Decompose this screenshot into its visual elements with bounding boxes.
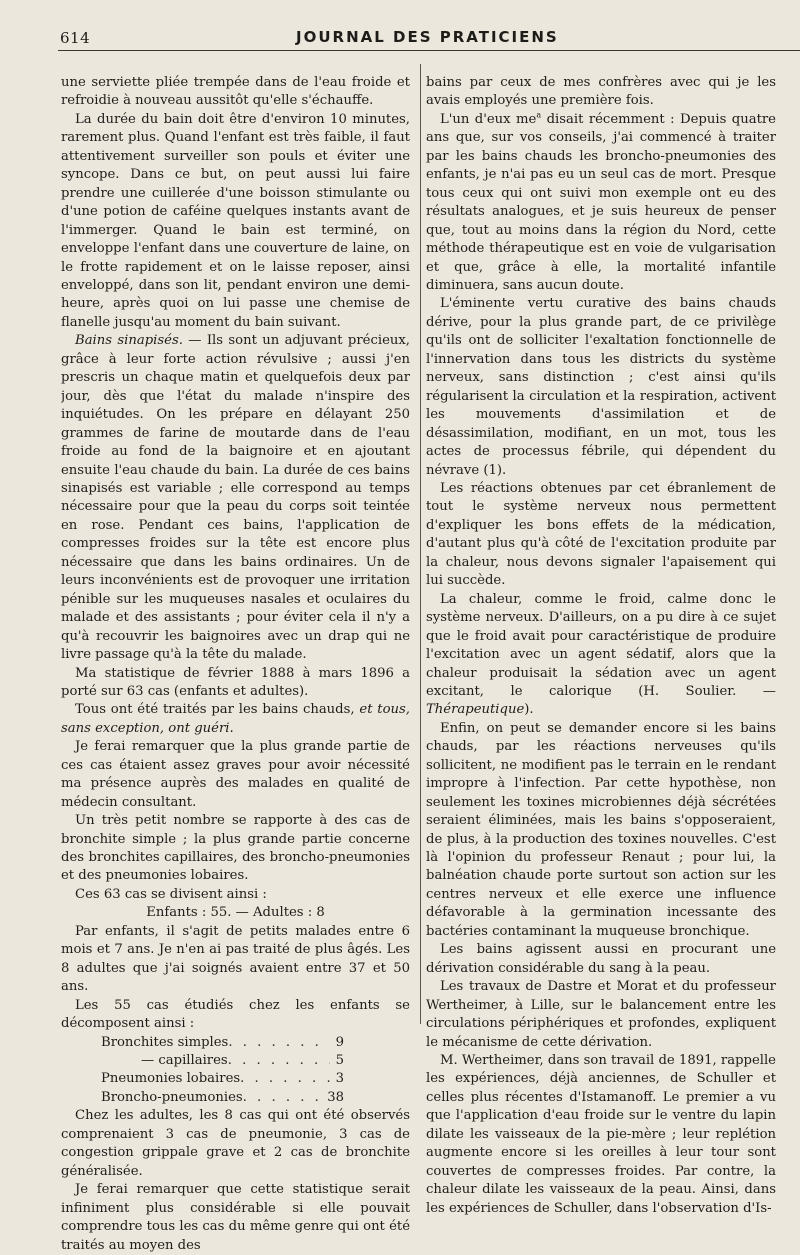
stats-label: — capillaires — [141, 1053, 228, 1069]
stats-summary: Enfants : 55. — Adultes : 8 — [146, 905, 325, 921]
header-rule — [58, 50, 800, 51]
stats-row — [61, 1052, 410, 1070]
paragraph: Bains sinapisés. — Ils sont un adjuvant précieux, grâce à leur forte action révulsive ; aussi j'en prescris un chaque matin et quelquefois deux par jour, dès que l'état du malade n'inspire des inquiétudes. On les prépare en délayant 250 grammes de farine de moutarde dans de l'eau froide au fond de la baignoire et en ajoutant ensuite l'eau chaude du bain. La durée de ces bains sinapisés est variable ; elle correspond au temps nécessaire pour que la peau du corps soit teintée en rose. Pendant ces bains, l'application de compresses froides sur la tête est encore plus nécessaire que dans les bains ordinaires. Un de leurs inconvénients est de provoquer une irritation pénible sur les muqueuses nasales et oculaires du malade et des assistants ; pour éviter cela il n'y a qu'à recouvrir les baignoires avec un drap qui ne livre passage qu'à la tête du malade. — [61, 333, 410, 663]
paragraph: Les 55 cas étudiés chez les enfants se décomposent ainsi : — [61, 997, 410, 1032]
stats-value: 3 — [335, 1071, 344, 1087]
paragraph: La durée du bain doit être d'environ 10 minutes, rarement plus. Quand l'enfant est très faible, il faut attentivement surveiller son pouls et éviter une syncope. Dans ce but, on peut aussi lui faire prendre une cuillerée d'une boisson stimulante ou d'une potion de caféine quelques instants avant de l'immerger. Quand le bain est terminé, on enveloppe l'enfant dans une couverture de laine, on le frotte rapidement et on le laisse reposer, ainsi enveloppé, dans son lit, pendant environ une demi-heure, après quoi on lui passe une chemise de flanelle jusqu'au moment du bain suivant. — [61, 111, 410, 330]
paragraph: Je ferai remarquer que cette statistique serait infiniment plus considérable si elle pouvait comprendre tous les cas du même genre qui ont été traités au moyen des — [61, 1182, 410, 1253]
right-column — [426, 74, 776, 1218]
paragraph: Par enfants, il s'agit de petits malades entre 6 mois et 7 ans. Je n'en ai pas traité de plus âgés. Les 8 adultes que j'ai soignés avaient entre 37 et 50 ans. — [61, 923, 410, 995]
page-header — [0, 26, 800, 52]
paragraph: Un très petit nombre se rapporte à des cas de bronchite simple ; la plus grande partie concerne des bronchites capillaires, des broncho-pneumonies et des pneumonies lobaires. — [61, 813, 410, 884]
running-title: JOURNAL DES PRATICIENS — [296, 28, 559, 46]
stats-row — [61, 1034, 410, 1052]
paragraph: Les bains agissent aussi en procurant une dérivation considérable du sang à la peau. — [426, 942, 776, 976]
stats-row — [61, 1070, 410, 1088]
paragraph: Ces 63 cas se divisent ainsi : — [75, 886, 267, 902]
paragraph: Enfin, on peut se demander encore si les bains chauds, par les réactions nerveuses qu'ils sollicitent, ne modifient pas le terrain en le rendant impropre à l'infection. Par cette hypothèse, non seulement les toxines microbiennes déjà sécrétées seraient éliminées, mais les bains s'opposeraient, de plus, à la production des toxines nouvelles. C'est là l'opinion du professeur Renaut ; pour lui, la balnéation chaude porte surtout son action sur les centres nerveux et elle exerce une influence défavorable à la germination incessante des bactéries contaminant la muqueuse bronchique. — [426, 720, 776, 939]
dot-leader — [228, 1034, 329, 1052]
column-divider — [420, 64, 421, 1024]
stats-value: 5 — [335, 1053, 344, 1069]
stats-label: Pneumonies lobaires — [101, 1071, 241, 1087]
paragraph: L'éminente vertu curative des bains chauds dérive, pour la plus grande part, de ce privilège qu'ils ont de solliciter l'exaltation fonctionnelle de l'innervation dans tous les districts du système nerveux, sans distinction ; c'est ainsi qu'ils régularisent la circulation et la respiration, activent les mouvements d'assimilation et de désassimilation, modifiant, en un mot, tous les actes de processus fébrile, qui dépendent du névrave (1). — [426, 296, 776, 478]
dot-leader — [243, 1089, 322, 1107]
dot-leader — [228, 1052, 330, 1070]
stats-label: Bronchites simples — [101, 1034, 229, 1050]
paragraph: Les réactions obtenues par cet ébranlement de tout le système nerveux nous permettent d'expliquer les bons effets de la médication, d'autant plus qu'à côté de l'excitation produite par la chaleur, nous devons signaler l'apaisement qui lui succède. — [426, 480, 776, 589]
paragraph: Les travaux de Dastre et Morat et du professeur Wertheimer, à Lille, sur le balancement entre les circulations périphériques et profondes, expliquent le mécanisme de cette dérivation. — [426, 979, 776, 1050]
section-heading: Bains sinapisés. — [75, 333, 183, 349]
paragraph: Chez les adultes, les 8 cas qui ont été observés comprenaient 3 cas de pneumonie, 3 cas de congestion grippale grave et 2 cas de bronchite généralisée. — [61, 1108, 410, 1179]
stats-label: Broncho-pneumonies — [101, 1089, 243, 1105]
paragraph: Tous ont été traités par les bains chauds, et tous, sans exception, ont guéri. — [61, 702, 410, 736]
dot-leader — [240, 1070, 329, 1088]
stats-row — [61, 1089, 410, 1107]
paragraph: Ma statistique de février 1888 à mars 1896 a porté sur 63 cas (enfants et adultes). — [61, 665, 410, 699]
page-number: 614 — [60, 29, 91, 47]
stats-table — [61, 1034, 410, 1108]
paragraph: bains par ceux de mes confrères avec qui je les avais employés une première fois. — [426, 75, 776, 109]
paragraph: L'un d'eux $me^a$ disait récemment : Depuis quatre ans que, sur vos conseils, j'ai commencé à traiter par les bains chauds les broncho-pneumonies des enfants, je n'ai pas eu un seul cas de mort. Presque tous ceux qui ont suivi mon exemple ont eu des résultats analogues, et je suis heureux de penser que, tout au moins dans la région du Nord, cette méthode thérapeutique est en voie de vulgarisation et que, grâce à elle, la mortalité infantile diminuera, sans aucun doute. — [426, 110, 776, 293]
left-column — [61, 74, 410, 1255]
paragraph: une serviette pliée trempée dans de l'eau froide et refroidie à nouveau aussitôt qu'elle s'échauffe. — [61, 75, 410, 109]
paragraph: Je ferai remarquer que la plus grande partie de ces cas étaient assez graves pour avoir nécessité ma présence auprès des malades en qualité de médecin consultant. — [61, 739, 410, 810]
stats-value: 38 — [327, 1089, 344, 1105]
paragraph: M. Wertheimer, dans son travail de 1891, rappelle les expériences, déjà anciennes, de Schuller et celles plus récentes d'Istamanoff. Le premier a vu que l'application d'eau froide sur le ventre du lapin dilate les vaisseaux de la pie-mère ; leur replétion augmente encore si les oreilles à leur tour sont couvertes de compresses froides. Par contre, la chaleur dilate les vaisseaux de la peau. Ainsi, dans les expériences de Schuller, dans l'observation d'Is- — [426, 1053, 776, 1216]
paragraph: La chaleur, comme le froid, calme donc le système nerveux. D'ailleurs, on a pu dire à ce sujet que le froid avait pour caractéristique de produire l'excitation avec un agent sédatif, alors que la chaleur produisait la sédation avec un agent excitant, le calorique (H. Soulier. — Thérapeutique). — [426, 591, 776, 718]
stats-value: 9 — [335, 1034, 344, 1050]
